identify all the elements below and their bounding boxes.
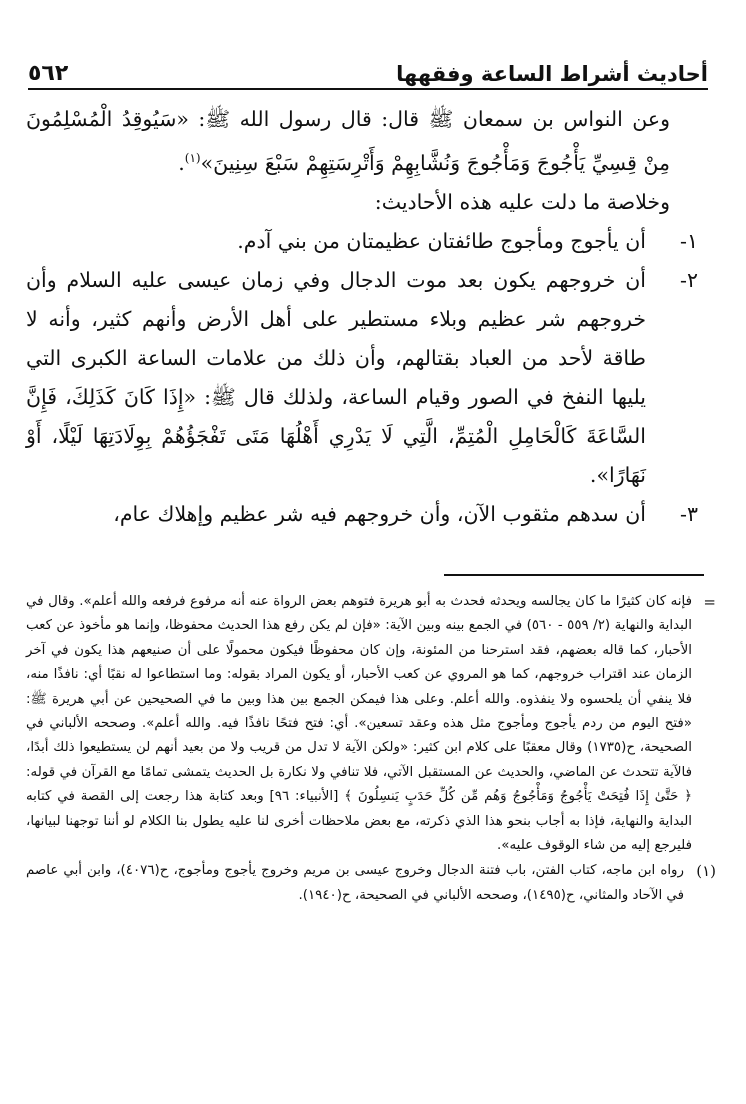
footnote-1-mark: (١): [696, 862, 716, 881]
page-number: ٥٦٢: [28, 61, 69, 86]
main-text: [26, 100, 704, 534]
list-item: [26, 495, 704, 534]
paragraph-hadith: [26, 100, 704, 183]
hadith-quote: «سَيُوقِدُ الْمُسْلِمُونَ مِنْ قِسِيِّ يَأْجُوجَ وَمَأْجُوجَ وَنُشَّابِهِمْ وَأَتْرِسَتِهِمْ سَبْعَ سِنِينَ»: [26, 107, 670, 175]
list-number: ٣-: [680, 501, 698, 526]
list-number: ١-: [680, 228, 698, 253]
list-number: ٢-: [680, 267, 698, 292]
footnote-separator: [444, 574, 704, 576]
paragraph-summary: وخلاصة ما دلت عليه هذه الأحاديث:: [374, 189, 670, 214]
item-end: .: [589, 462, 597, 487]
header-rule: [28, 88, 708, 90]
page-header: [28, 54, 708, 88]
header-title: أحاديث أشراط الساعة وفقهها: [396, 62, 708, 86]
footnote-continuation-text: فإنه كان كثيرًا ما كان يجالسه ويحدثه فحدث به أبو هريرة فتوهم بعض الرواة عنه أنه مرفوع فرفعه والله أعلم». وقال في البداية والنهاية (٢/ ٥٥٩ - ٥٦٠) في الجمع بينه وبين الآية: «فإن لم يكن رفع هذا الحديث محفوظا، وإنما هو مأخوذ عن كعب الأحبار، كما قاله بعضهم، فقد استرحنا من المئونة، وإن كان محفوظًا فيكون محمولًا على أن صنيعهم هذا يكون في آخر الزمان عند اقتراب خروجهم، كما هو المروي عن كعب الأحبار، أو يكون المراد بقوله: وما استطاعوا له نقبًا أي: نافذًا منه، فلا ينفي أن يلحسوه ولا ينفذوه. والله أعلم. وعلى هذا فيمكن الجمع بين هذا وبين ما في الصحيحين عن أبي هريرة ﷺ: «فتح اليوم من ردم يأجوج ومأجوج مثل هذه وعقد تسعين». أي: فتح فتحًا نافذًا فيه. والله أعلم». وصححه الألباني في الصحيحة، ح(١٧٣٥) وقال معقبًا على كلام ابن كثير: «ولكن الآية لا تدل من قريب ولا من بعيد أنهم لن يستطيعوا ذلك أبدًا، فالآية تتحدث عن الماضي، والحديث عن المستقبل الآتي، فلا تنافي ولا نكارة بل الحديث يتمشى تمامًا مع القرآن في قوله: ﴿ حَتَّىٰ إِذَا فُتِحَتْ يَأْجُوجُ وَمَأْجُوجُ وَهُم مِّن كُلِّ حَدَبٍ يَنسِلُونَ ﴾ [الأنبياء: ٩٦] وبعد كتابة هذا رجعت إلى القصة في كتابه البداية والنهاية، فإذا به أجاب بنحو هذا الذي ذكرته، مع بعض ملاحظات أخرى لنا عليه يطول بنا الكلام لو أننا توجهنا لبيانها، فليرجع إليه من شاء الوقوف عليه».: [26, 594, 692, 854]
item-hadith-quote: «إِذَا كَانَ كَذَلِكَ، فَإِنَّ السَّاعَةَ كَالْحَامِلِ الْمُتِمِّ، الَّتِي لَا يَدْرِي أَهْلُهَا مَتَى تَفْجَؤُهُمْ بِوِلَادَتِهَا لَيْلًا، أَوْ نَهَارًا»: [26, 384, 646, 487]
hadith-intro: وعن النواس بن سمعان ﷺ قال: قال رسول الله ﷺ:: [188, 107, 671, 131]
continuation-mark: =: [703, 593, 716, 611]
list-item-text: [26, 261, 646, 495]
item-text-body: أن خروجهم يكون بعد موت الدجال وفي زمان عيسى عليه السلام وأن خروجهم شر عظيم وبلاء مستطير على أهل الأرض وأنهم كثير، وأنه لا طاقة لأحد من العباد بقتالهم، وأن ذلك من علامات الساعة الكبرى التي يليها النفخ في الصور وقيام الساعة، ولذلك قال ﷺ:: [26, 267, 647, 409]
list-item-text: أن يأجوج ومأجوج طائفتان عظيمتان من بني آدم.: [237, 228, 646, 253]
list-item-text: أن سدهم مثقوب الآن، وأن خروجهم فيه شر عظيم وإهلاك عام،: [113, 501, 646, 526]
list-item: [26, 222, 704, 261]
footnote-continuation: [26, 590, 716, 858]
footnote-1-text: رواه ابن ماجه، كتاب الفتن، باب فتنة الدجال وخروج عيسى بن مريم وخروج يأجوج ومأجوج، ح(٤٠٧٦)، وابن أبي عاصم في الآحاد والمثاني، ح(١٤٩٥)، وصححه الألباني في الصحيحة، ح(١٩٤٠).: [26, 863, 684, 903]
footnotes: [26, 590, 716, 908]
hadith-end: .: [178, 150, 185, 175]
list-item: [26, 261, 704, 495]
footnote-1: [26, 859, 716, 908]
footnote-ref-1[interactable]: (١): [184, 151, 201, 165]
